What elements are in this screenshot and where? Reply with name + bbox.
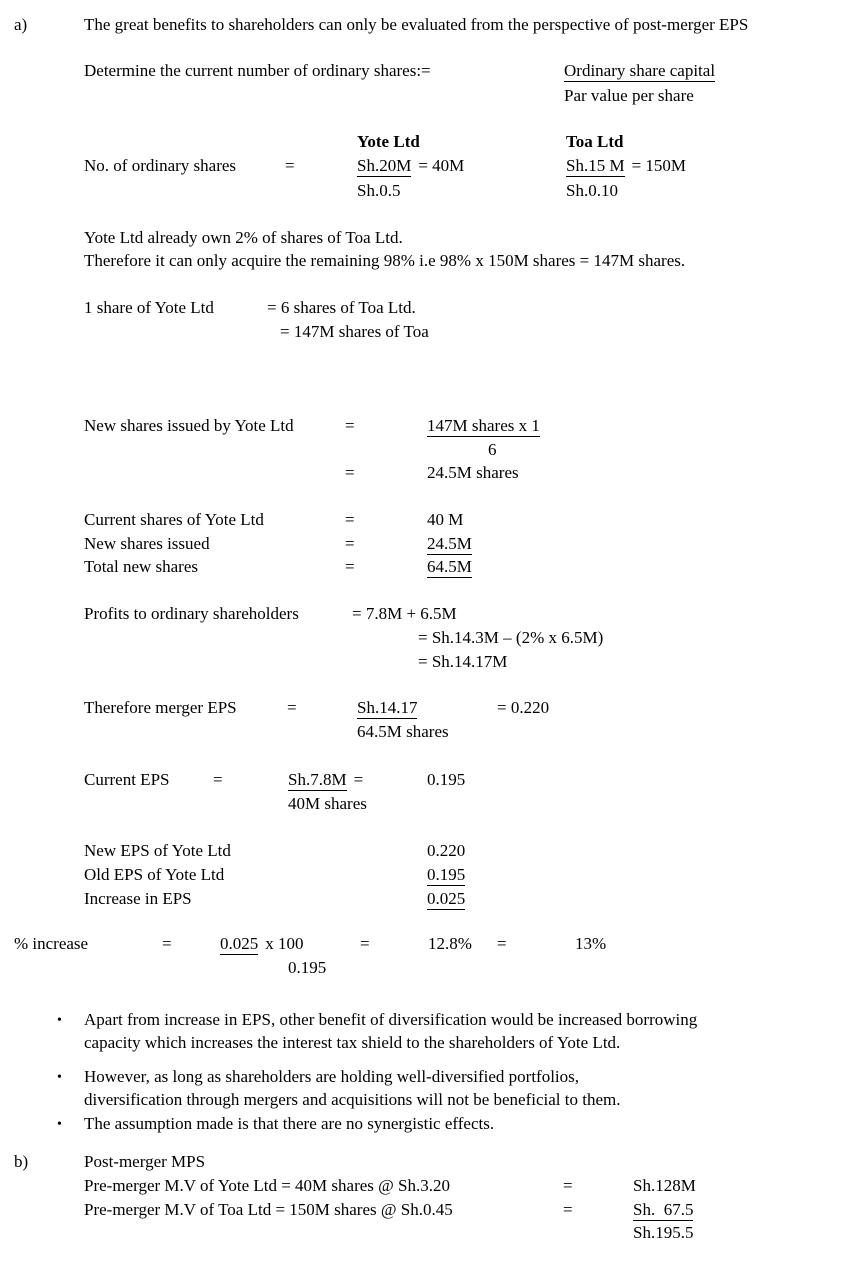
merger-eps-denominator: 64.5M shares <box>357 722 449 741</box>
total-row-label: New shares issued <box>84 534 210 553</box>
bullet-line: However, as long as shareholders are holding well-diversified portfolios, <box>84 1067 580 1086</box>
premerger-row-label: Pre-merger M.V of Toa Ltd = 150M shares @ Sh.0.45 <box>84 1200 453 1219</box>
pct-increase-numerator: 0.025 <box>220 934 259 953</box>
new-shares-eq2: = <box>345 463 355 482</box>
total-row-value <box>427 555 472 578</box>
new-shares-denominator: 6 <box>488 440 497 459</box>
pct-increase-denominator: 0.195 <box>288 958 327 977</box>
yote-result: = 40M <box>418 156 465 175</box>
profits-line1: = 7.8M + 6.5M <box>352 604 457 623</box>
current-eps-eq: = <box>213 770 223 789</box>
determine-text: Determine the current number of ordinary shares:= <box>84 61 431 80</box>
ownership-line2: Therefore it can only acquire the remaining 98% i.e 98% x 150M shares = 147M shares. <box>84 251 686 270</box>
toa-numerator: Sh.15 M <box>566 156 625 175</box>
premerger-row-eq: = <box>563 1200 573 1219</box>
current-eps-denominator: 40M shares <box>288 794 367 813</box>
intro-text: The great benefits to shareholders can only be evaluated from the perspective of post-merger EPS <box>84 15 749 34</box>
merger-eps-numerator-text: Sh.14.17 <box>357 698 418 717</box>
new-shares-eq: = <box>345 416 355 435</box>
current-eps-numerator: Sh.7.8M <box>288 770 347 789</box>
premerger-row-eq: = <box>563 1176 573 1195</box>
toa-result: = 150M <box>631 156 687 175</box>
eps-row-label: Increase in EPS <box>84 889 192 908</box>
pct-increase-eq2: = <box>360 934 370 953</box>
new-shares-result: 24.5M shares <box>427 463 519 482</box>
bullet-icon: • <box>57 1070 62 1085</box>
eps-row-label: Old EPS of Yote Ltd <box>84 865 225 884</box>
premerger-total: Sh.195.5 <box>633 1223 694 1242</box>
merger-eps-eq: = <box>287 698 297 717</box>
ownership-line1: Yote Ltd already own 2% of shares of Toa Ltd. <box>84 228 403 247</box>
premerger-row-value: Sh.128M <box>633 1176 696 1195</box>
bullet-icon: • <box>57 1013 62 1028</box>
pct-increase-fraction <box>220 932 304 955</box>
total-row-eq: = <box>345 510 355 529</box>
current-eps-fraction <box>288 768 363 791</box>
total-row-value: 40 M <box>427 510 464 529</box>
pct-increase-value1: 12.8% <box>428 934 472 953</box>
bullet-text <box>84 1065 620 1111</box>
premerger-row-value <box>633 1198 693 1221</box>
profits-line2: = Sh.14.3M – (2% x 6.5M) <box>418 628 604 647</box>
pct-increase-times: x 100 <box>265 934 304 953</box>
toa-denominator: Sh.0.10 <box>566 181 618 200</box>
bullet-line: capacity which increases the interest tax shield to the shareholders of Yote Ltd. <box>84 1033 621 1052</box>
merger-eps-label: Therefore merger EPS <box>84 698 237 717</box>
section-b-title: Post-merger MPS <box>84 1152 206 1171</box>
total-row-label: Total new shares <box>84 557 198 576</box>
exchange-label: 1 share of Yote Ltd <box>84 298 214 317</box>
exchange-line2: = 147M shares of Toa <box>280 322 429 341</box>
section-a-label: a) <box>14 15 28 34</box>
section-b-label: b) <box>14 1152 29 1171</box>
yote-numerator: Sh.20M <box>357 156 412 175</box>
new-shares-numerator-text: 147M shares x 1 <box>427 416 540 435</box>
eps-row-value <box>427 887 465 910</box>
current-eps-label: Current EPS <box>84 770 170 789</box>
bullet-line: Apart from increase in EPS, other benefit of diversification would be increased borrowing <box>84 1010 698 1029</box>
premerger-row-value-text: Sh. 67.5 <box>633 1200 694 1219</box>
pct-increase-value2: 13% <box>575 934 607 953</box>
total-row-value-text: 24.5M <box>427 534 472 553</box>
current-eps-eq2: = <box>353 770 364 789</box>
bullet-item <box>57 1112 495 1135</box>
bullet-text <box>84 1112 494 1135</box>
bullet-text <box>84 1008 697 1054</box>
pct-increase-eq3: = <box>497 934 507 953</box>
bullet-line: diversification through mergers and acquisitions will not be beneficial to them. <box>84 1090 621 1109</box>
determine-fraction-numerator <box>564 59 715 82</box>
eps-row-label: New EPS of Yote Ltd <box>84 841 231 860</box>
determine-fraction-denominator: Par value per share <box>564 86 694 105</box>
bullet-item <box>57 1065 621 1111</box>
profits-label: Profits to ordinary shareholders <box>84 604 299 623</box>
bullet-item <box>57 1008 698 1054</box>
new-shares-label: New shares issued by Yote Ltd <box>84 416 294 435</box>
new-shares-numerator <box>427 414 540 437</box>
current-eps-result: 0.195 <box>427 770 466 789</box>
toa-header: Toa Ltd <box>566 132 624 151</box>
yote-denominator: Sh.0.5 <box>357 181 401 200</box>
exchange-line1: = 6 shares of Toa Ltd. <box>267 298 416 317</box>
pct-increase-eq1: = <box>162 934 172 953</box>
total-row-eq: = <box>345 534 355 553</box>
profits-line3: = Sh.14.17M <box>418 652 508 671</box>
bullet-icon: • <box>57 1117 62 1132</box>
eps-row-value: 0.220 <box>427 841 466 860</box>
eps-row-value <box>427 863 465 886</box>
toa-fraction-line <box>566 154 686 177</box>
shares-eq: = <box>285 156 295 175</box>
total-row-label: Current shares of Yote Ltd <box>84 510 264 529</box>
bullet-line: The assumption made is that there are no synergistic effects. <box>84 1114 495 1133</box>
total-row-value-text: 64.5M <box>427 557 472 576</box>
determine-numerator-text: Ordinary share capital <box>564 61 716 80</box>
premerger-row-label: Pre-merger M.V of Yote Ltd = 40M shares @ Sh.3.20 <box>84 1176 451 1195</box>
shares-row-label: No. of ordinary shares <box>84 156 237 175</box>
total-row-eq: = <box>345 557 355 576</box>
pct-increase-label: % increase <box>14 934 89 953</box>
eps-row-value-text: 0.025 <box>427 889 466 908</box>
total-row-value <box>427 532 472 555</box>
yote-header: Yote Ltd <box>357 132 420 151</box>
eps-row-value-text: 0.195 <box>427 865 466 884</box>
yote-fraction-line <box>357 154 464 177</box>
merger-eps-result: = 0.220 <box>497 698 550 717</box>
merger-eps-numerator <box>357 696 417 719</box>
